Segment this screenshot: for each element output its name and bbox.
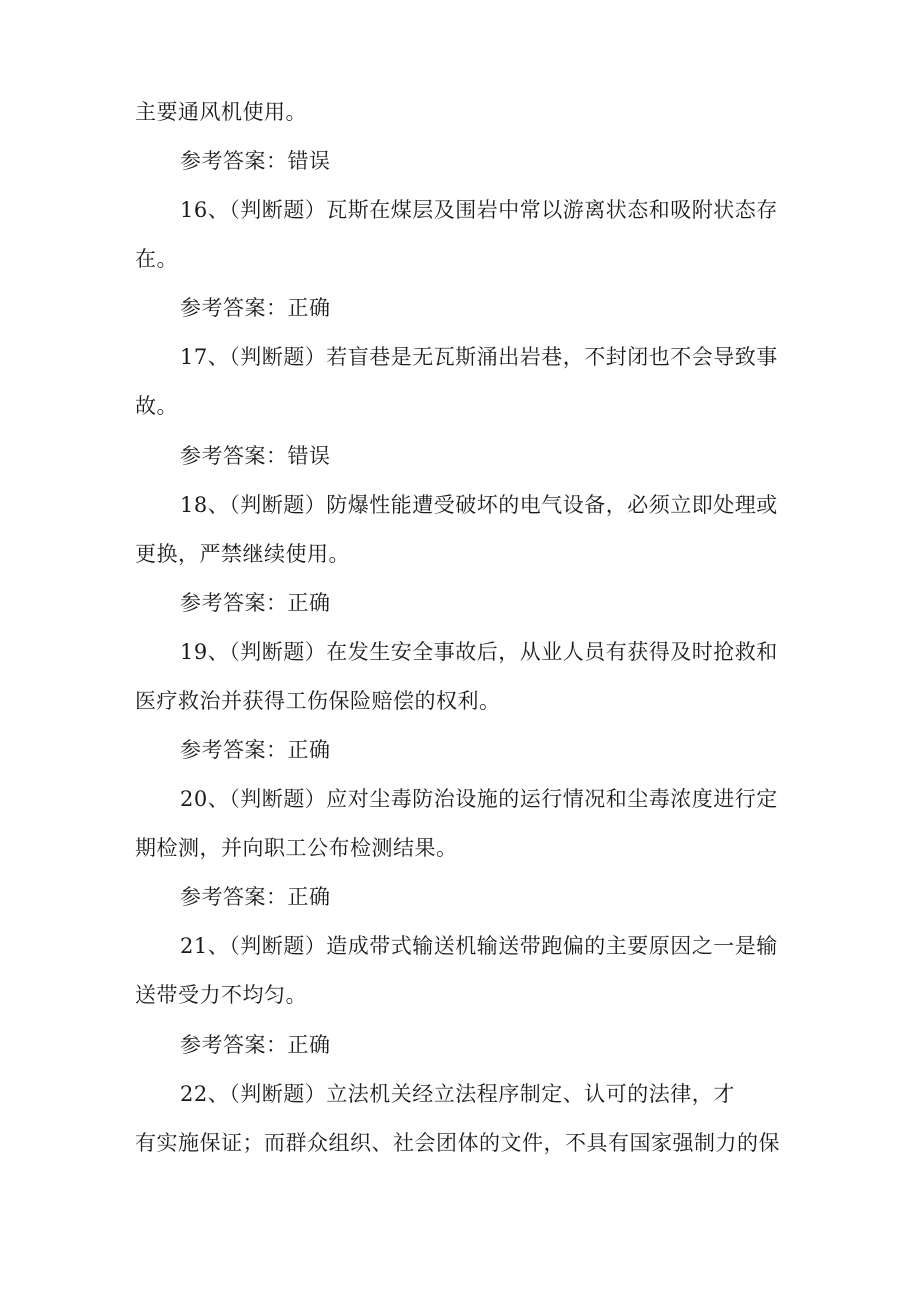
answer-line: 参考答案：错误 [180, 444, 331, 468]
continuation-line: 期检测，并向职工公布检测结果。 [135, 836, 458, 860]
continuation-line: 医疗救治并获得工伤保险赔偿的权利。 [135, 689, 501, 713]
answer-line: 参考答案：正确 [180, 1033, 331, 1057]
question-line: 21、（判断题）造成带式输送机输送带跑偏的主要原因之一是输 [180, 934, 778, 958]
continuation-line: 在。 [135, 247, 178, 271]
question-line: 18、（判断题）防爆性能遭受破坏的电气设备，必须立即处理或 [180, 493, 778, 517]
question-line: 20、（判断题）应对尘毒防治设施的运行情况和尘毒浓度进行定 [180, 787, 778, 811]
answer-line: 参考答案：正确 [180, 738, 331, 762]
question-line: 19、（判断题）在发生安全事故后，从业人员有获得及时抢救和 [180, 640, 778, 664]
question-line: 22、（判断题）立法机关经立法程序制定、认可的法律，才 [180, 1082, 735, 1106]
continuation-line: 更换，严禁继续使用。 [135, 542, 350, 566]
continuation-line: 有实施保证；而群众组织、社会团体的文件，不具有国家强制力的保 [135, 1131, 780, 1155]
answer-line: 参考答案：正确 [180, 885, 331, 909]
answer-line: 参考答案：错误 [180, 149, 331, 173]
question-line: 16、（判断题）瓦斯在煤层及围岩中常以游离状态和吸附状态存 [180, 198, 778, 222]
question-line: 17、（判断题）若盲巷是无瓦斯涌出岩巷，不封闭也不会导致事 [180, 345, 778, 369]
answer-line: 参考答案：正确 [180, 296, 331, 320]
answer-line: 参考答案：正确 [180, 591, 331, 615]
continuation-line: 故。 [135, 394, 178, 418]
continuation-line: 主要通风机使用。 [135, 100, 307, 124]
continuation-line: 送带受力不均匀。 [135, 983, 307, 1007]
